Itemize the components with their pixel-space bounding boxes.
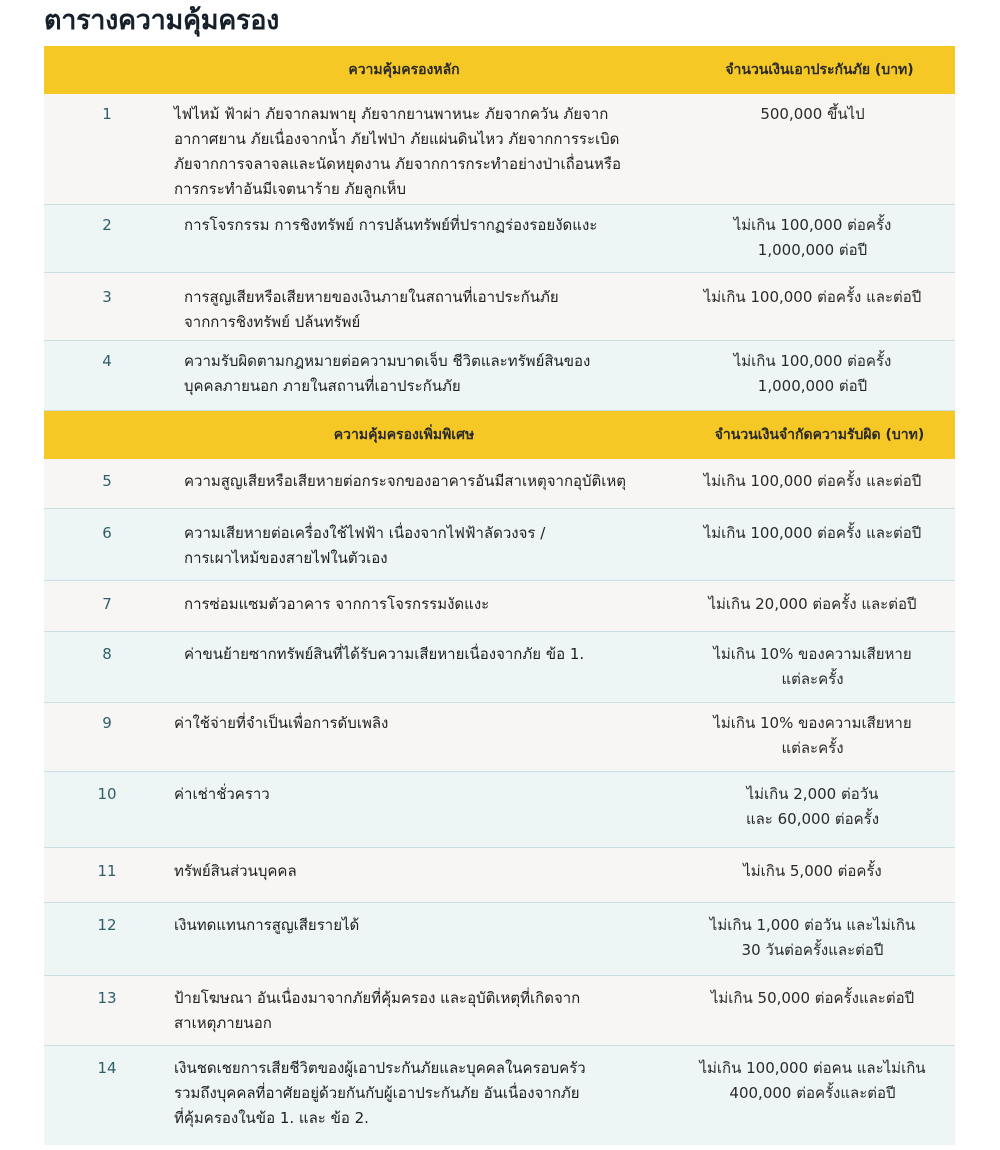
amount-line: ไม่เกิน 10% ของความเสียหาย xyxy=(713,645,912,663)
table-row xyxy=(44,632,955,703)
row-amount xyxy=(670,213,955,263)
amount-line: ไม่เกิน 1,000 ต่อวัน และไม่เกิน xyxy=(709,916,916,934)
row-amount xyxy=(670,521,955,546)
row-amount xyxy=(670,859,955,884)
amount-line: ไม่เกิน 50,000 ต่อครั้งและต่อปี xyxy=(710,989,915,1007)
amount-line: ไม่เกิน 100,000 ต่อครั้ง และต่อปี xyxy=(703,524,922,542)
row-number: 10 xyxy=(97,785,117,803)
amount-line: ไม่เกิน 100,000 ต่อครั้ง xyxy=(733,216,892,234)
amount-line: ไม่เกิน 100,000 ต่อคน และไม่เกิน xyxy=(699,1059,926,1077)
row-amount xyxy=(670,986,955,1011)
amount-line: ไม่เกิน 100,000 ต่อครั้ง xyxy=(733,352,892,370)
row-description xyxy=(170,469,670,494)
row-description xyxy=(170,285,670,335)
row-number: 8 xyxy=(102,645,112,663)
coverage-table xyxy=(44,46,955,1145)
row-amount xyxy=(670,349,955,399)
row-number: 3 xyxy=(102,288,112,306)
row-description xyxy=(170,986,670,1036)
desc-line: ค่าเช่าชั่วคราว xyxy=(174,785,270,803)
row-amount xyxy=(670,711,955,761)
desc-line: สาเหตุภายนอก xyxy=(174,1014,272,1032)
desc-line: การโจรกรรม การชิงทรัพย์ การปล้นทรัพย์ที่ปรากฏร่องรอยงัดแงะ xyxy=(184,216,598,234)
table-row xyxy=(44,581,955,632)
amount-line: ไม่เกิน 10% ของความเสียหาย xyxy=(713,714,912,732)
section-header-main-coverage xyxy=(44,46,955,94)
table-row xyxy=(44,509,955,581)
row-amount xyxy=(670,469,955,494)
desc-line: ความเสียหายต่อเครื่องใช้ไฟฟ้า เนื่องจากไฟฟ้าลัดวงจร / xyxy=(184,524,546,542)
desc-line: ภัยจากการจลาจลและนัดหยุดงาน ภัยจากการกระทำอย่างป่าเถื่อนหรือ xyxy=(174,155,621,173)
amount-line: ไม่เกิน 5,000 ต่อครั้ง xyxy=(743,862,882,880)
row-description xyxy=(170,782,670,807)
amount-line: ไม่เกิน 20,000 ต่อครั้ง และต่อปี xyxy=(708,595,917,613)
table-row xyxy=(44,205,955,273)
row-number: 2 xyxy=(102,216,112,234)
header-amount-label: จำนวนเงินเอาประกันภัย (บาท) xyxy=(725,62,914,78)
amount-line: ไม่เกิน 100,000 ต่อครั้ง และต่อปี xyxy=(703,472,922,490)
row-description xyxy=(170,102,670,202)
row-number: 11 xyxy=(97,862,117,880)
row-number: 9 xyxy=(102,714,112,732)
desc-line: เงินทดแทนการสูญเสียรายได้ xyxy=(174,916,360,934)
row-number: 4 xyxy=(102,352,112,370)
desc-line: การซ่อมแซมตัวอาคาร จากการโจรกรรมงัดแงะ xyxy=(184,595,490,613)
table-row xyxy=(44,848,955,903)
table-row xyxy=(44,459,955,509)
row-number: 14 xyxy=(97,1059,117,1077)
header-coverage-label: ความคุ้มครองหลัก xyxy=(348,62,460,78)
table-row xyxy=(44,273,955,341)
desc-line: ป้ายโฆษณา อันเนื่องมาจากภัยที่คุ้มครอง และอุบัติเหตุที่เกิดจาก xyxy=(174,989,581,1007)
table-row xyxy=(44,772,955,848)
desc-line: ค่าใช้จ่ายที่จำเป็นเพื่อการดับเพลิง xyxy=(174,714,389,732)
row-description xyxy=(170,592,670,617)
amount-line: 500,000 ขึ้นไป xyxy=(760,105,865,123)
amount-line: 30 วันต่อครั้งและต่อปี xyxy=(741,941,884,959)
desc-line: ที่คุ้มครองในข้อ 1. และ ข้อ 2. xyxy=(174,1109,369,1127)
desc-line: ไฟไหม้ ฟ้าผ่า ภัยจากลมพายุ ภัยจากยานพาหนะ ภัยจากควัน ภัยจาก xyxy=(174,105,609,123)
desc-line: การเผาไหม้ของสายไฟในตัวเอง xyxy=(184,549,388,567)
desc-line: เงินชดเชยการเสียชีวิตของผู้เอาประกันภัยและบุคคลในครอบครัว xyxy=(174,1059,586,1077)
row-number: 7 xyxy=(102,595,112,613)
amount-line: 400,000 ต่อครั้งและต่อปี xyxy=(729,1084,896,1102)
row-description xyxy=(170,521,670,571)
row-number: 6 xyxy=(102,524,112,542)
desc-line: อากาศยาน ภัยเนื่องจากน้ำ ภัยไฟป่า ภัยแผ่นดินไหว ภัยจากการระเบิด xyxy=(174,130,620,148)
table-row xyxy=(44,1046,955,1145)
section-header-extra-coverage xyxy=(44,411,955,459)
amount-line: ไม่เกิน 100,000 ต่อครั้ง และต่อปี xyxy=(703,288,922,306)
table-row xyxy=(44,94,955,205)
table-row xyxy=(44,903,955,976)
header-coverage-label: ความคุ้มครองเพิ่มพิเศษ xyxy=(333,427,475,443)
row-number: 1 xyxy=(102,105,112,123)
desc-line: ทรัพย์สินส่วนบุคคล xyxy=(174,862,297,880)
row-description xyxy=(170,711,670,736)
row-amount xyxy=(670,913,955,963)
desc-line: ความสูญเสียหรือเสียหายต่อกระจกของอาคารอันมีสาเหตุจากอุบัติเหตุ xyxy=(184,472,627,490)
desc-line: จากการชิงทรัพย์ ปล้นทรัพย์ xyxy=(184,313,361,331)
row-amount xyxy=(670,642,955,692)
row-description xyxy=(170,1056,670,1131)
desc-line: การสูญเสียหรือเสียหายของเงินภายในสถานที่เอาประกันภัย xyxy=(184,288,559,306)
row-description xyxy=(170,349,670,399)
amount-line: แต่ละครั้ง xyxy=(781,670,844,688)
table-row xyxy=(44,976,955,1046)
table-row xyxy=(44,703,955,772)
row-description xyxy=(170,859,670,884)
desc-line: การกระทำอันมีเจตนาร้าย ภัยลูกเห็บ xyxy=(174,180,407,198)
row-amount xyxy=(670,285,955,310)
amount-line: และ 60,000 ต่อครั้ง xyxy=(745,810,880,828)
row-number: 5 xyxy=(102,472,112,490)
amount-line: 1,000,000 ต่อปี xyxy=(757,377,868,395)
row-amount xyxy=(670,592,955,617)
desc-line: ค่าขนย้ายซากทรัพย์สินที่ได้รับความเสียหายเนื่องจากภัย ข้อ 1. xyxy=(184,645,585,663)
table-row xyxy=(44,341,955,411)
row-amount xyxy=(670,102,955,127)
amount-line: ไม่เกิน 2,000 ต่อวัน xyxy=(746,785,879,803)
row-description xyxy=(170,213,670,238)
amount-line: 1,000,000 ต่อปี xyxy=(757,241,868,259)
header-amount-label: จำนวนเงินจำกัดความรับผิด (บาท) xyxy=(714,427,925,443)
row-description xyxy=(170,642,670,667)
desc-line: ความรับผิดตามกฎหมายต่อความบาดเจ็บ ชีวิตและทรัพย์สินของ xyxy=(184,352,591,370)
desc-line: บุคคลภายนอก ภายในสถานที่เอาประกันภัย xyxy=(184,377,461,395)
row-amount xyxy=(670,782,955,832)
desc-line: รวมถึงบุคคลที่อาศัยอยู่ด้วยกันกับผู้เอาประกันภัย อันเนื่องจากภัย xyxy=(174,1084,580,1102)
row-amount xyxy=(670,1056,955,1106)
page-title: ตารางความคุ้มครอง xyxy=(44,5,280,36)
row-description xyxy=(170,913,670,938)
row-number: 13 xyxy=(97,989,117,1007)
row-number: 12 xyxy=(97,916,117,934)
amount-line: แต่ละครั้ง xyxy=(781,739,844,757)
